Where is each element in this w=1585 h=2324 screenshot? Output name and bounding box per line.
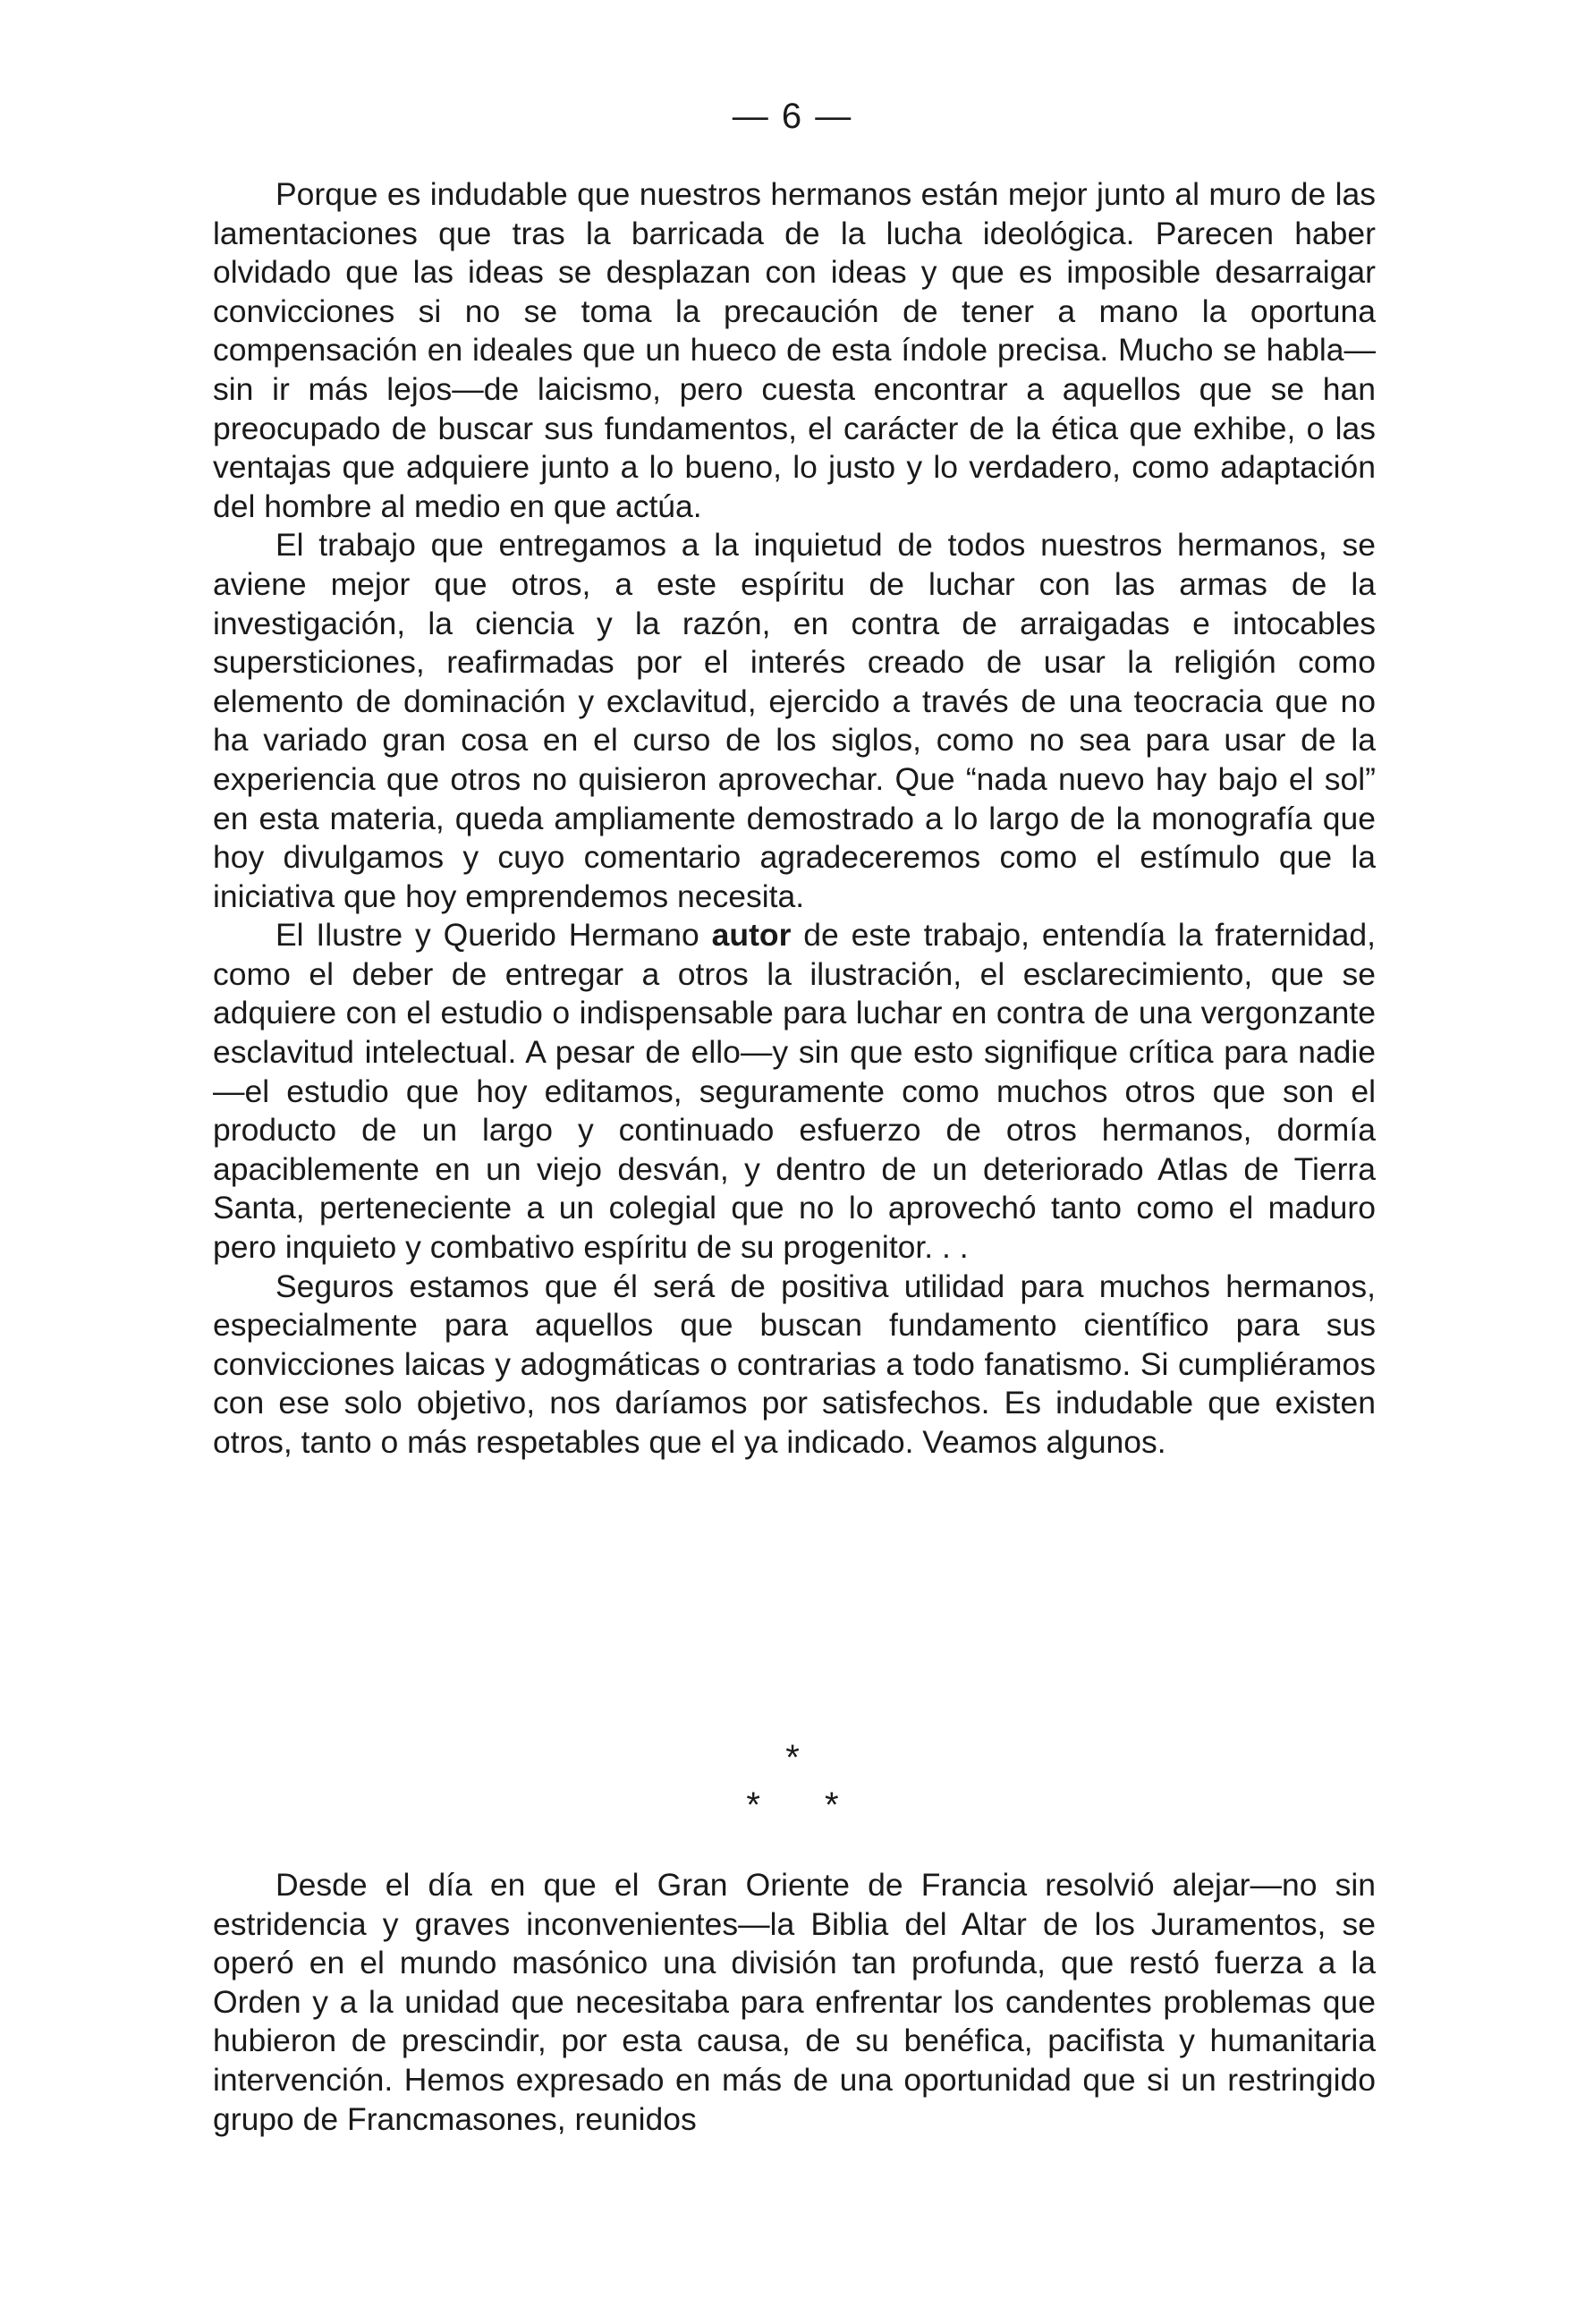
paragraph-trabajo: El trabajo que entregamos a la inquietud de todos nuestros hermanos, se aviene mejor que otros, a este espíritu de luchar con las armas de la investigación, la ciencia y la razón, en contra de arraigadas e intocables supersticiones, reafirmadas por el interés creado de usar la religión como elemento de dominación y exclavitud, ejercido a través de una teocracia que no ha variado gran cosa en el curso de los siglos, como no sea para usar de la experiencia que otros no quisieron aprovechar. Que “nada nuevo hay bajo el sol” en esta materia, queda ampliamente demostrado a lo largo de la monografía que hoy divulgamos y cuyo comentario agradeceremos como el estímulo que la iniciativa que hoy emprendemos necesita. <box>213 527 1376 914</box>
paragraph-autor-start: El Ilustre y Querido Hermano <box>275 917 712 954</box>
asterisk-left: * <box>746 1785 760 1825</box>
page-number: — 6 — <box>732 97 853 136</box>
section-separator-top <box>0 1740 1585 1776</box>
paragraph-autor <box>213 916 1376 1267</box>
text-block-bottom <box>213 1866 1376 2139</box>
paragraph-porque: Porque es indudable que nuestros hermanos están mejor junto al muro de las lamentaciones que tras la barricada de la lucha ideológica. Parecen haber olvidado que las ideas se desplazan con ideas y que es imposible desarraigar convicciones si no se toma la precaución de tener a mano la oportuna compensación en ideales que un hueco de esta índole precisa. Mucho se habla—sin ir más lejos—de laicismo, pero cuesta encontrar a aquellos que se han preocupado de buscar sus fundamentos, el carácter de la ética que exhibe, o las ventajas que adquiere junto a lo bueno, lo justo y lo verdadero, como adaptación del hombre al medio en que actúa. <box>213 176 1376 524</box>
paragraph-seguros: Seguros estamos que él será de positiva utilidad para muchos hermanos, especialmente para aquellos que buscan fundamento científico para sus convicciones laicas y adogmáticas o contrarias a todo fanatismo. Si cumpliéramos con ese solo objetivo, nos daríamos por satisfechos. Es indudable que existen otros, tanto o más respetables que el ya indicado. Veamos algunos. <box>213 1268 1376 1460</box>
asterisk-top: * <box>785 1738 800 1777</box>
asterisk-right: * <box>825 1785 839 1825</box>
author-word: autor <box>711 917 792 954</box>
paragraph-desde: Desde el día en que el Gran Oriente de Francia resolvió alejar—no sin estridencia y graves inconvenientes—la Biblia del Altar de los Juramentos, se operó en el mundo masónico una división tan profunda, que restó fuerza a la Orden y a la unidad que necesitaba para enfrentar los candentes problemas que hubieron de prescindir, por esta causa, de su benéfica, pacifista y humanitaria intervención. Hemos expresado en más de una oportunidad que si un restringido grupo de Francmasones, reunidos <box>213 1867 1376 2137</box>
text-block-top <box>213 175 1376 1463</box>
section-separator-bottom <box>0 1787 1585 1823</box>
paragraph-autor-end: de este trabajo, entendía la fraternidad, como el deber de entregar a otros la ilustración, el esclarecimiento, que se adquiere con el estudio o indispensable para luchar en contra de una vergonzante esclavitud intelectual. A pesar de ello—y sin que esto signifique crítica para nadie—el estudio que hoy editamos, seguramente como muchos otros que son el producto de un largo y continuado esfuerzo de otros hermanos, dormía apaciblemente en un viejo desván, y dentro de un deteriorado Atlas de Tierra Santa, perteneciente a un colegial que no lo aprovechó tanto como el maduro pero inquieto y combativo espíritu de su progenitor. . . <box>213 917 1376 1266</box>
